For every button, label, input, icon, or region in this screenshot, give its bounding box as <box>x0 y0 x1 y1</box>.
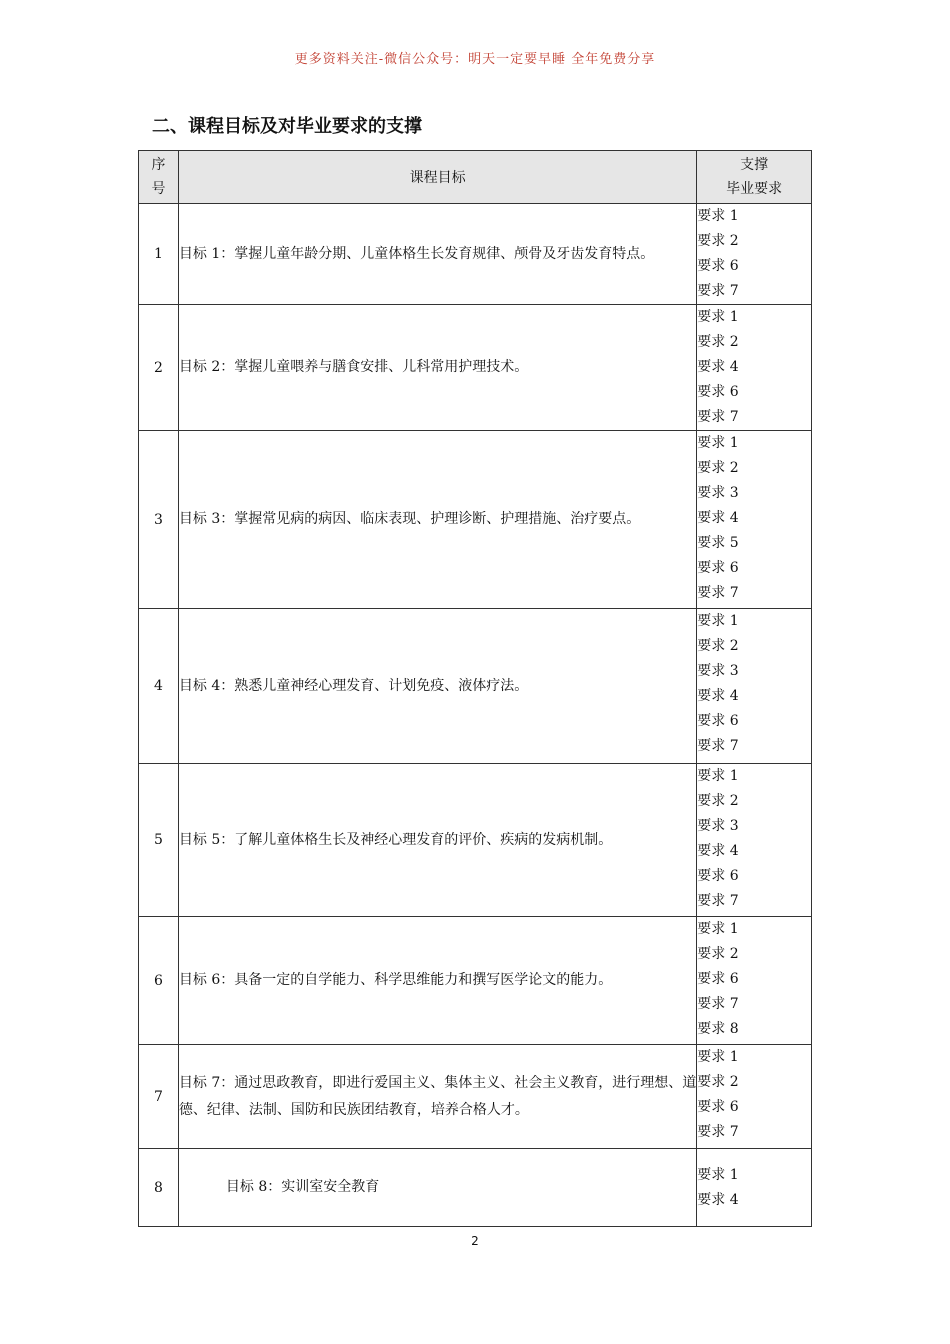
requirement-list <box>697 431 812 609</box>
requirement-item: 要求 1 <box>697 768 739 784</box>
section-title: 二、课程目标及对毕业要求的支撑 <box>152 116 422 137</box>
row-number: 5 <box>139 764 179 917</box>
row-number: 4 <box>139 609 179 764</box>
header-req-line2: 毕业要求 <box>726 181 783 197</box>
header-no <box>139 151 179 204</box>
requirement-item: 要求 1 <box>697 435 739 451</box>
table-row <box>139 305 812 431</box>
row-number: 7 <box>139 1045 179 1149</box>
header-req <box>697 151 812 204</box>
requirement-item: 要求 1 <box>697 1166 739 1183</box>
requirement-item: 要求 2 <box>697 233 739 249</box>
row-number: 3 <box>139 431 179 609</box>
table-row <box>139 1149 812 1227</box>
course-goals-table <box>138 150 812 1227</box>
requirement-item: 要求 6 <box>697 384 739 400</box>
requirement-item: 要求 4 <box>697 688 739 704</box>
requirement-list <box>697 204 812 305</box>
row-number: 8 <box>139 1149 179 1227</box>
table-header-row <box>139 151 812 204</box>
course-goal-text: 目标 7：通过思政教育，即进行爱国主义、集体主义、社会主义教育，进行理想、道德、纪律、法制、国防和民族团结教育，培养合格人才。 <box>178 1045 696 1149</box>
requirement-item: 要求 4 <box>697 359 739 375</box>
requirement-item: 要求 2 <box>697 1074 739 1090</box>
requirement-list <box>697 764 812 917</box>
requirement-item: 要求 3 <box>697 485 739 501</box>
requirement-list <box>697 1045 812 1149</box>
requirement-item: 要求 6 <box>697 971 739 987</box>
requirement-item: 要求 6 <box>697 868 739 884</box>
requirement-item: 要求 7 <box>697 893 739 909</box>
header-req-line1: 支撑 <box>740 157 769 173</box>
header-no-line2: 号 <box>151 181 166 197</box>
course-goal-text: 目标 6：具备一定的自学能力、科学思维能力和撰写医学论文的能力。 <box>178 917 696 1045</box>
header-no-line1: 序 <box>151 157 166 173</box>
requirement-item: 要求 6 <box>697 713 739 729</box>
table-row <box>139 431 812 609</box>
requirement-item: 要求 1 <box>697 921 739 937</box>
requirement-item: 要求 2 <box>697 946 739 962</box>
requirement-item: 要求 2 <box>697 638 739 654</box>
requirement-item: 要求 7 <box>697 409 739 425</box>
course-goal-text: 目标 1：掌握儿童年龄分期、儿童体格生长发育规律、颅骨及牙齿发育特点。 <box>178 204 696 305</box>
requirement-item: 要求 6 <box>697 1099 739 1115</box>
requirement-item: 要求 7 <box>697 1124 739 1140</box>
course-goal-text: 目标 2：掌握儿童喂养与膳食安排、儿科常用护理技术。 <box>178 305 696 431</box>
requirement-item: 要求 7 <box>697 585 739 601</box>
page-number: 2 <box>471 1234 479 1248</box>
requirement-list <box>697 305 812 431</box>
requirement-item: 要求 2 <box>697 334 739 350</box>
table-row <box>139 917 812 1045</box>
requirement-item: 要求 2 <box>697 460 739 476</box>
requirement-item: 要求 7 <box>697 738 739 754</box>
row-number: 2 <box>139 305 179 431</box>
header-banner: 更多资料关注-微信公众号：明天一定要早睡 全年免费分享 <box>294 52 656 67</box>
requirement-item: 要求 1 <box>697 613 739 629</box>
requirement-list <box>697 917 812 1045</box>
requirement-item: 要求 3 <box>697 818 739 834</box>
table-body <box>139 204 812 1227</box>
header-goal: 课程目标 <box>178 151 696 204</box>
requirement-item: 要求 4 <box>697 843 739 859</box>
requirement-item: 要求 6 <box>697 560 739 576</box>
requirement-list <box>697 609 812 764</box>
course-goal-text: 目标 4：熟悉儿童神经心理发育、计划免疫、液体疗法。 <box>178 609 696 764</box>
row-number: 6 <box>139 917 179 1045</box>
requirement-item: 要求 1 <box>697 1049 739 1065</box>
course-goal-text: 目标 5：了解儿童体格生长及神经心理发育的评价、疾病的发病机制。 <box>178 764 696 917</box>
requirement-item: 要求 7 <box>697 996 739 1012</box>
table-row <box>139 1045 812 1149</box>
requirement-item: 要求 5 <box>697 535 739 551</box>
row-number: 1 <box>139 204 179 305</box>
requirement-item: 要求 3 <box>697 663 739 679</box>
requirement-item: 要求 4 <box>697 510 739 526</box>
table-row <box>139 764 812 917</box>
course-goal-text: 目标 3：掌握常见病的病因、临床表现、护理诊断、护理措施、治疗要点。 <box>178 431 696 609</box>
requirement-item: 要求 7 <box>697 283 739 299</box>
requirement-item: 要求 4 <box>697 1191 739 1208</box>
requirement-item: 要求 2 <box>697 793 739 809</box>
course-goal-text: 目标 8：实训室安全教育 <box>178 1149 696 1227</box>
requirement-item: 要求 1 <box>697 309 739 325</box>
requirement-item: 要求 1 <box>697 208 739 224</box>
table-row <box>139 609 812 764</box>
requirement-list <box>697 1149 812 1227</box>
requirement-item: 要求 8 <box>697 1021 739 1037</box>
table-row <box>139 204 812 305</box>
requirement-item: 要求 6 <box>697 258 739 274</box>
